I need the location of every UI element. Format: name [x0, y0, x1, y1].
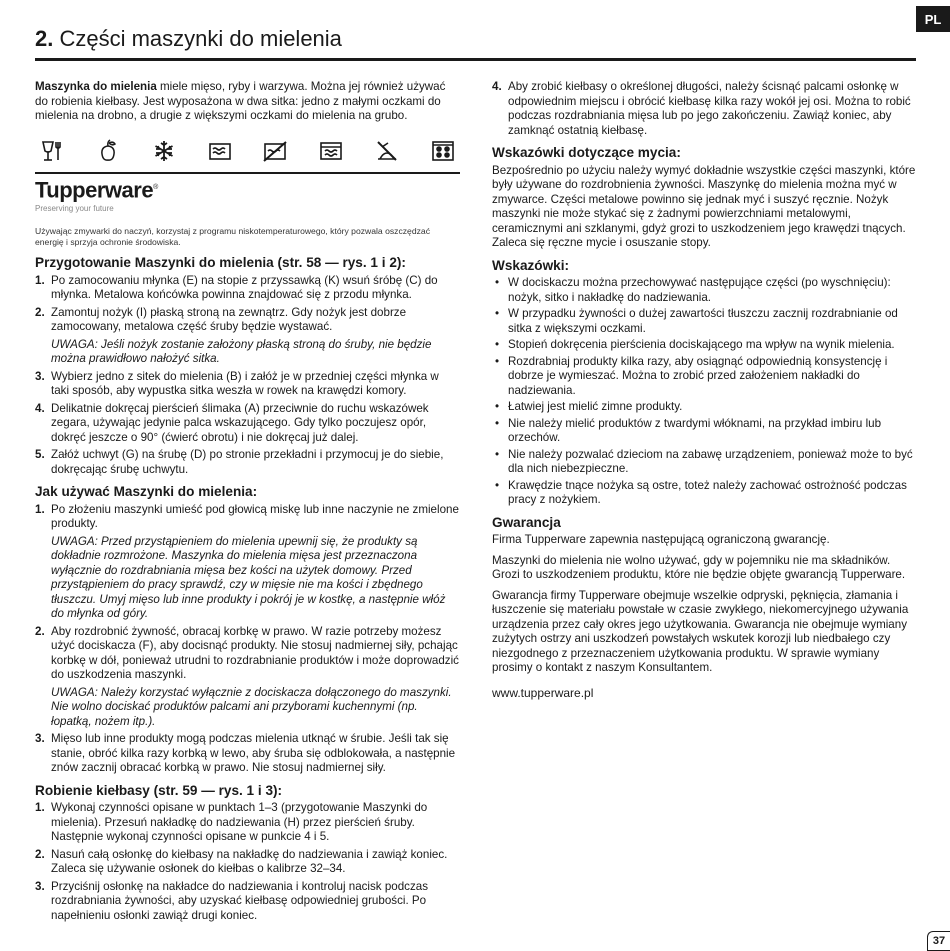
page-header [35, 26, 916, 61]
list-item: • Łatwiej jest mielić zimne produkty. [492, 400, 917, 415]
list-item: • W przypadku żywności o dużej zawartości tłuszczu zacznij rozdrabnianie od sitka z większymi oczkami. [492, 307, 917, 336]
intro-paragraph [35, 80, 460, 124]
list-item: 2. Zamontuj nożyk (I) płaską stroną na zewnątrz. Gdy nożyk jest dobrze zamocowany, metalowa część śruby będzie wystawać. UWAGA: Jeśli nożyk zostanie założony płaską stroną do śruby, nie będzie można prawidłowo nałożyć sitka. [35, 306, 460, 367]
microwave-icon [207, 138, 233, 164]
sausage-heading: Robienie kiełbasy (str. 59 — rys. 1 i 3): [35, 782, 283, 798]
list-item: 5. Załóż uchwyt (G) na śrubę (D) po stronie przekładni i przymocuj je do siebie, dokręcając śrubę uchwytu. [35, 448, 444, 476]
list-item: 4. Delikatnie dokręcaj pierścień ślimaka (A) przeciwnie do ruchu wskazówek zegara, używając jedynie palca wskazującego. Gdy tylko poczujesz opór, dokręć jeszcze o 90° (ćwierć obrotu) i nie dokręcaj już dalej. [35, 401, 429, 444]
usage-heading: Jak używać Maszynki do mielenia: [35, 484, 258, 500]
warranty-heading: Gwarancja [492, 514, 561, 530]
language-badge: PL [916, 6, 950, 32]
warranty-paragraph: Gwarancja firmy Tupperware obejmuje wszelkie odpryski, pęknięcia, złamania i łuszczenie się materiału powstałe w czasie zwykłego, niekomercyjnego używania urządzenia przez cały okres jego użytkowania. Gwarancja nie obejmuje wymiany zużytych ostrzy ani uszkodzeń powstałych wskutek korozji lub niedbałego czy niezgodnego z przeznaczeniem użytkowania produktu. W sprawie wymiany prosimy o kontakt z naszym Konsultantem. [492, 588, 909, 674]
list-item: 1. Po zamocowaniu młynka (E) na stopie z przyssawką (K) wsuń śróbę (C) do młynka. Metalowa końcówka powinna znajdować się z przodu młynka. [35, 273, 438, 302]
intro-text: miele mięso, ryby i warzywa. Można jej również używać do robienia kiełbasy. Jest wyposażona w dwa sitka: jedno z małymi oczkami do mielenia na drobno, a drugie z większymi oczkami do mielenia na grubo. [35, 80, 446, 122]
no-microwave-icon [262, 138, 288, 164]
brand-name: Tupperware® [35, 176, 158, 202]
preparation-heading: Przygotowanie Maszynki do mielenia (str. 58 — rys. 1 i 2): [35, 255, 406, 271]
list-item: 3. Wybierz jedno z sitek do mielenia (B) i załóż je w przedniej części młynka w taki sposób, aby wypustka sitka weszła w rowek na krawędzi komory. [35, 369, 439, 398]
list-item: • Rozdrabniaj produkty kilka razy, aby osiągnąć odpowiednią konsystencję i dobrze je wymieszać. Można to zrobić przed założeniem nakładki do nadziewania. [492, 355, 917, 399]
sausage-list-continued [492, 80, 917, 138]
care-icons [35, 138, 460, 164]
cleaning-heading: Wskazówki dotyczące mycia: [492, 145, 681, 160]
list-item: 2. Aby rozdrobnić żywność, obracaj korbkę w prawo. W razie potrzeby możesz użyć dociskacza (F), aby docisnąć produkty. Nie stosuj nadmiernej siły, pchając korbkę w dół, ponieważ utrudni to rozdrabnianie produktów i może doprowadzić do uszkodzenia maszynki. UWAGA: Należy korzystać wyłącznie z dociskacza dołączonego do maszynki. Nie wolno dociskać produktów palcami ani przyborami kuchennymi (np. łopatką, nożem itp.). [35, 624, 459, 728]
page-title [35, 26, 916, 52]
dishwasher-icon [430, 138, 456, 164]
list-item: 1. Wykonaj czynności opisane w punktach 1–3 (przygotowanie Maszynki do mielenia). Przesuń nakładkę do nadziewania (H) przez pierścień śruby. Następnie wykonaj czynności opisane w punkcie 4 i 5. [35, 801, 428, 844]
list-item: • Nie należy mielić produktów z twardymi włóknami, na przykład imbiru lub orzechów. [492, 417, 917, 446]
list-item: 3. Przyciśnij osłonkę na nakładce do nadziewania i kontroluj nacisk podczas rozdrabniania żywności, aby uzyskać kiełbasę odpowiedniej grubości. Po napełnieniu osłonki zawiąż drugi koniec. [35, 879, 429, 922]
warranty-paragraph: Maszynki do mielenia nie wolno używać, gdy w pojemniku nie ma składników. Grozi to uszkodzeniem produktu, które nie będzie objęte gwarancją Tupperware. [492, 553, 906, 581]
glass-fork-icon [39, 138, 65, 164]
preparation-list [35, 274, 460, 478]
list-item: 3. Mięso lub inne produkty mogą podczas mielenia utknąć w śrubie. Jeśli tak się stanie, obróć kilka razy korbką w lewo, aby śruba się odblokowała, a następnie znów zacznij obracać korbką w prawo. Nie stosuj nadmiernej siły. [35, 732, 456, 775]
list-item: • Stopień dokręcenia pierścienia dociskającego ma wpływ na wynik mielenia. [492, 338, 917, 353]
tips-heading: Wskazówki: [492, 257, 570, 273]
page-number: 37 [927, 931, 950, 951]
no-dishwasher-icon [374, 138, 400, 164]
left-column [35, 80, 460, 926]
usage-list [35, 503, 460, 776]
list-item: 2. Nasuń całą osłonkę do kiełbasy na nakładkę do nadziewania i zawiąż koniec. Zaleca się używanie osłonek do kiełbas o kalibrze 32–34. [35, 847, 448, 876]
brand-tagline: Preserving your future [35, 203, 114, 213]
section-number: 2. [35, 26, 54, 51]
note: UWAGA: Przed przystąpieniem do mielenia upewnij się, że produkty są dokładnie rozmrożone. Maszynka do mielenia mięsa jest przeznaczona wyłącznie do rozdrabniania mięsa bez kości na użytek domowy. Przed przystąpieniem do pracy sprawdź, czy w mięsie nie ma kości i zbędnego tłuszczu. Umyj mięso lub inne produkty i pokrój je w kostkę, a następnie włóż do młynka od góry. [51, 534, 446, 621]
cleaning-text: Bezpośrednio po użyciu należy wymyć dokładnie wszystkie części maszynki, które były używane do rozdrobnienia żywności. Maszynkę do mielenia można myć w zmywarce. Części metalowe powinno się jednak myć i suszyć ręcznie. Nożyk maszynki nie może stykać się z żadnymi powierzchniami metalowymi, ceramicznymi ani szklanymi, gdyż grozi to uszkodzeniem jego krawędzi tnących. Zaleca się ręczne mycie i osuszanie stopy. [492, 163, 916, 249]
tips-list [492, 276, 917, 508]
list-item: • W dociskaczu można przechowywać następujące części (po wyschnięciu): nożyk, sitko i nakładkę do nadziewania. [492, 276, 917, 305]
fruit-icon [95, 138, 121, 164]
sausage-list [35, 801, 460, 923]
list-item: 4. Aby zrobić kiełbasy o określonej długości, należy ścisnąć palcami osłonkę w odpowiednim miejscu i obrócić kiełbasę kilka razy wokół jej osi. Można to robić podczas rozdrabniania mięsa lub po jego zakończeniu. Zawiąż koniec, aby zamknąć ostatnią kiełbasę. [492, 80, 911, 137]
list-item: • Krawędzie tnące nożyka są ostre, toteż należy zachować ostrożność podczas pracy z nożykiem. [492, 479, 917, 508]
section-title: Części maszynki do mielenia [59, 26, 342, 51]
note: UWAGA: Jeśli nożyk zostanie założony płaską stroną do śruby, nie będzie można prawidłowo nałożyć sitka. [51, 337, 432, 366]
oven-icon [318, 138, 344, 164]
snowflake-icon [151, 138, 177, 164]
note: UWAGA: Należy korzystać wyłącznie z dociskacza dołączonego do maszynki. Nie wolno dociskać produktów palcami ani przyborami kuchennymi (np. łopatką, nożem itp.). [51, 685, 452, 728]
intro-bold: Maszynka do mielenia [35, 80, 157, 93]
website-link[interactable]: www.tupperware.pl [492, 685, 594, 700]
dishwasher-note: Używając zmywarki do naczyń, korzystaj z programu niskotemperaturowego, który pozwala oszczędzać energię i sprzyja ochronie środowiska. [35, 226, 430, 248]
warranty-paragraph: Firma Tupperware zapewnia następującą ograniczoną gwarancję. [492, 533, 830, 546]
right-column [492, 80, 917, 700]
list-item: 1. Po złożeniu maszynki umieść pod głowicą miskę lub inne naczynie ne zmielone produkty. UWAGA: Przed przystąpieniem do mielenia upewnij się, że produkty są dokładnie rozmrożone. Maszynka do mielenia mięsa jest przeznaczona wyłącznie do rozdrabniania mięsa bez kości na użytek domowy. Przed przystąpieniem do pracy sprawdź, czy w mięsie nie ma kości i zbędnego tłuszczu. Umyj mięso lub inne produkty i pokrój je w kostkę, a następnie włóż do młynka od góry. [35, 502, 459, 621]
brand-logo [35, 172, 460, 217]
list-item: • Nie należy pozwalać dzieciom na zabawę urządzeniem, ponieważ może to być dla nich niebezpieczne. [492, 448, 917, 477]
